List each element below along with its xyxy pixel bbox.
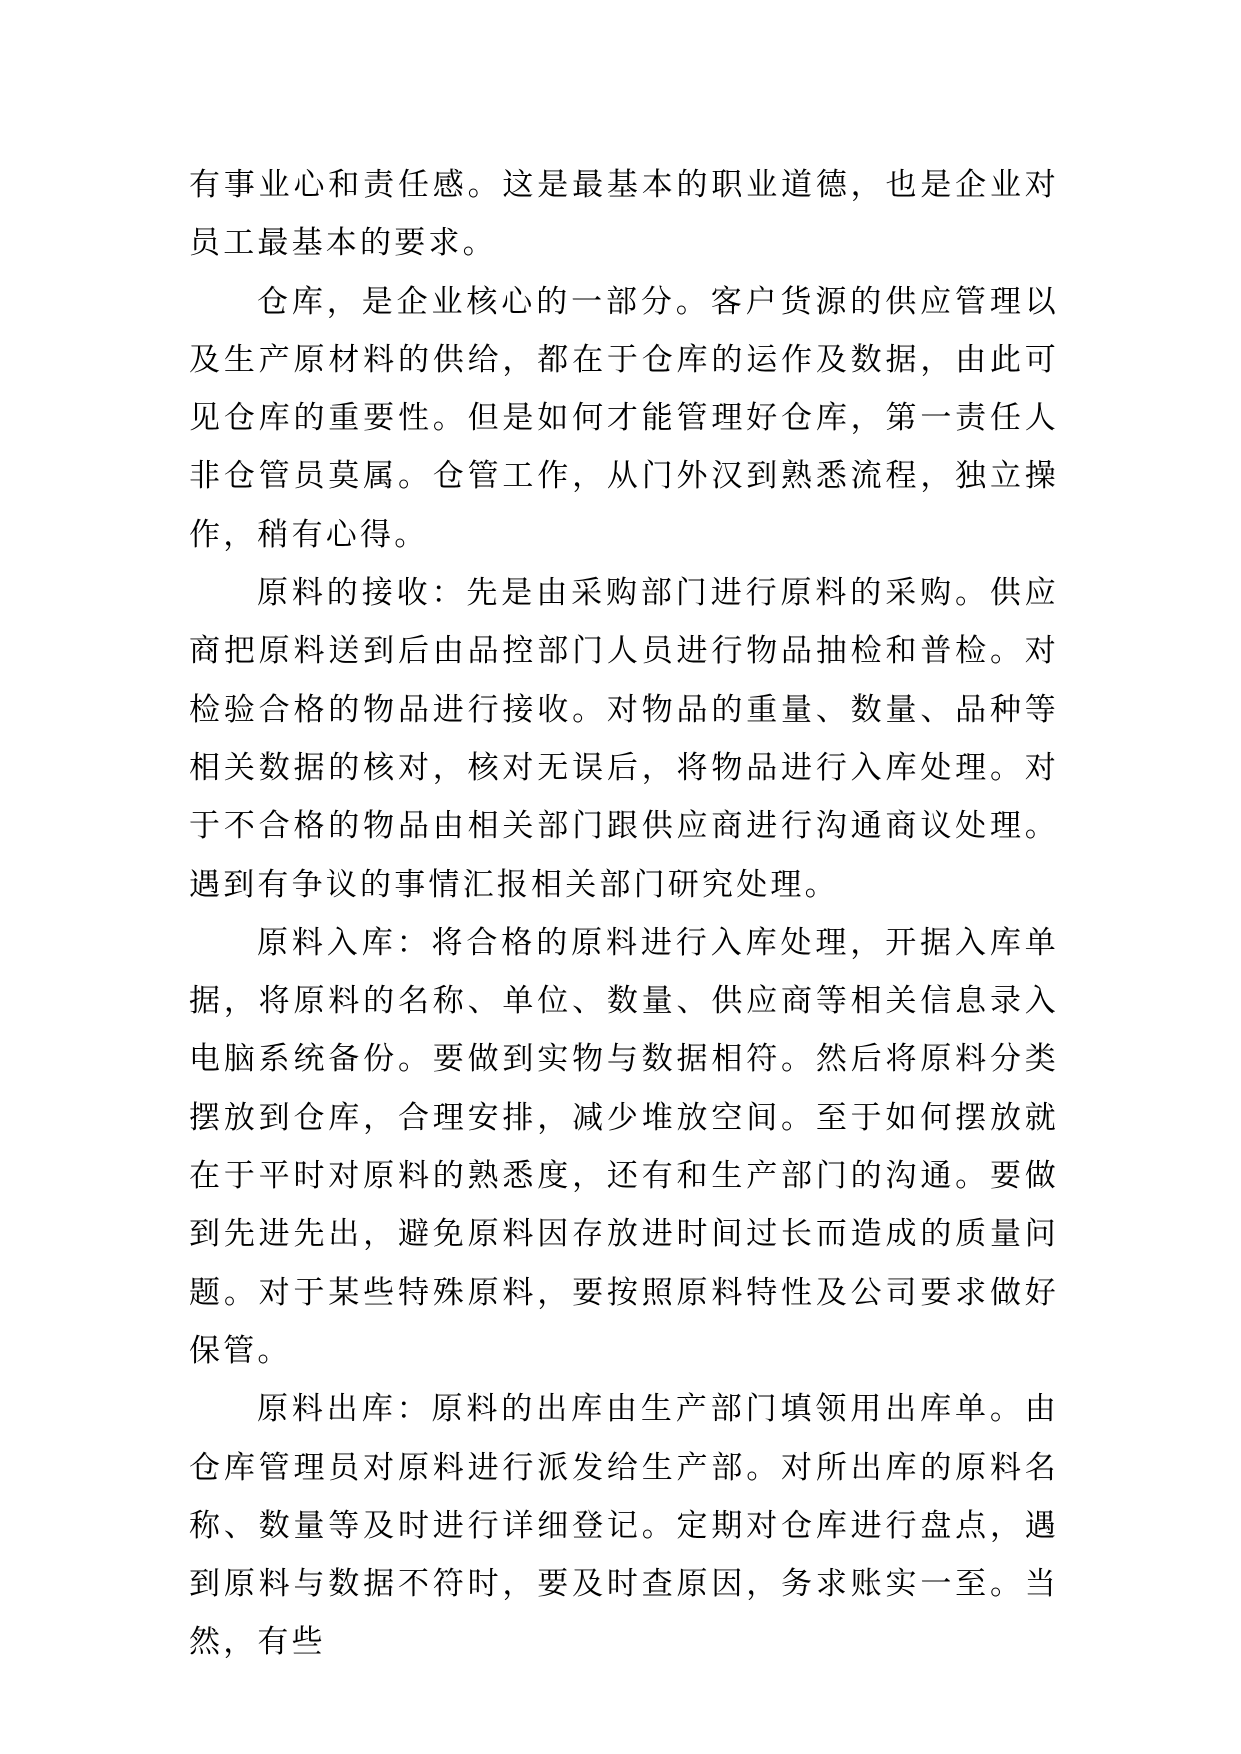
document-page [189, 156, 1059, 1672]
paragraph-1: 有事业心和责任感。这是最基本的职业道德，也是企业对员工最基本的要求。 [189, 167, 1059, 262]
paragraph-4: 原料入库：将合格的原料进行入库处理，开据入库单据，将原料的名称、单位、数量、供应商等相关信息录入电脑系统备份。要做到实物与数据相符。然后将原料分类摆放到仓库，合理安排，减少堆放空间。至于如何摆放就在于平时对原料的熟悉度，还有和生产部门的沟通。要做到先进先出，避免原料因存放进时间过长而造成的质量问题。对于某些特殊原料，要按照原料特性及公司要求做好保管。 [189, 924, 1059, 1369]
paragraph-2: 仓库，是企业核心的一部分。客户货源的供应管理以及生产原材料的供给，都在于仓库的运作及数据，由此可见仓库的重要性。但是如何才能管理好仓库，第一责任人非仓管员莫属。仓管工作，从门外汉到熟悉流程，独立操作，稍有心得。 [189, 283, 1059, 553]
paragraph-3: 原料的接收：先是由采购部门进行原料的采购。供应商把原料送到后由品控部门人员进行物品抽检和普检。对检验合格的物品进行接收。对物品的重量、数量、品种等相关数据的核对，核对无误后，将物品进行入库处理。对于不合格的物品由相关部门跟供应商进行沟通商议处理。遇到有争议的事情汇报相关部门研究处理。 [189, 575, 1059, 903]
paragraph-5: 原料出库：原料的出库由生产部门填领用出库单。由仓库管理员对原料进行派发给生产部。对所出库的原料名称、数量等及时进行详细登记。定期对仓库进行盘点，遇到原料与数据不符时，要及时查原因，务求账实一至。当然，有些 [189, 1391, 1059, 1661]
